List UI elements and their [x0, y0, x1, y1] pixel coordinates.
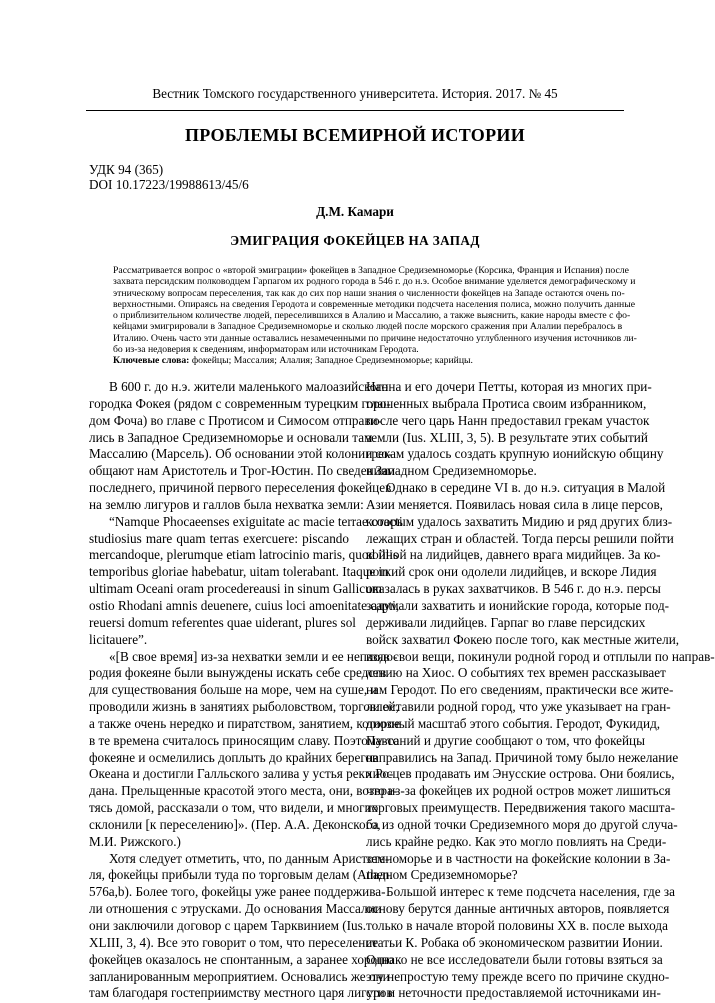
body-column-left	[89, 379, 403, 1002]
keywords	[113, 355, 607, 366]
text-line: падном Средиземноморье?	[366, 867, 518, 883]
text-line: задумали захватить и ионийские города, которые под-	[366, 597, 670, 613]
abstract-line: бо из-за недоверия к сведениям, информаторам или источникам Геродота.	[113, 344, 419, 356]
text-line: temporibus gloriae habebatur, uitam tolerabant. Itaque in	[89, 564, 389, 580]
udc-block	[89, 162, 249, 192]
text-line: фокейцев оказалось не спонтанным, а заранее хорошо	[89, 951, 394, 967]
text-line: лению на Хиос. О событиях тех времен рассказывает	[366, 665, 666, 681]
text-line: Большой интерес к теме подсчета населения, где за	[386, 884, 675, 900]
text-line: последнего, причиной первого переселения фокейцев	[89, 480, 392, 496]
text-line: лись крайне редко. Как это могло повлиять на Среди-	[366, 833, 667, 849]
text-line: земли (Ius. XLIII, 3, 5). В результате этих событий	[366, 429, 648, 445]
text-line: Однако в середине VI в. до н.э. ситуация в Малой	[386, 480, 666, 496]
text-line: сти и неточности предоставляемой источниками ин-	[366, 985, 661, 1001]
text-line: ultimam Oceani oram procedereausi in sinum Gallicum	[89, 581, 382, 597]
text-line: общают нам Аристотель и Трог-Юстин. По сведениям	[89, 463, 396, 479]
text-line: что из-за фокейцев их родной остров может лишиться	[366, 783, 671, 799]
text-line: на землю лигуров и галлов была нехватка земли:	[89, 496, 364, 512]
text-line: там благодаря гостеприимству местного царя лигуров	[89, 985, 393, 1001]
article-title: ЭМИГРАЦИЯ ФОКЕЙЦЕВ НА ЗАПАД	[230, 233, 480, 248]
text-line: фокеяне и осмелились доплыть до крайних берегов	[89, 749, 379, 765]
text-line: лежащих стран и областей. Тогда персы решили пойти	[366, 530, 674, 546]
text-line: В 600 г. до н.э. жители маленького малоазийского	[109, 379, 389, 394]
text-line: взяв свои вещи, покинули родной город и отплыли по направ-	[366, 648, 715, 664]
keywords-label: Ключевые слова:	[113, 355, 190, 367]
text-line: направились на Запад. Причиной тому было нежелание	[366, 749, 679, 765]
text-line: Хотя следует отметить, что, по данным Аристоте-	[109, 850, 390, 866]
text-line: торговых преимуществ. Передвижения такого масшта-	[366, 800, 675, 816]
text-line: для существования больше на море, чем на суше, и	[89, 682, 378, 698]
header-rule	[86, 110, 624, 111]
abstract-line: кейцами эмигрировали в Западное Средиземноморье и сколько людей после морского сражения при Алалии перебралось в	[113, 321, 623, 333]
text-line: держивали лидийцев. Гарпаг во главе персидских	[366, 614, 646, 630]
abstract-line: захвата персидским полководцем Гарпагом их родного города в 546 г. до н.э. Особое внимание уделяется демографическому и	[113, 276, 636, 288]
abstract-line: верхностными. Опираясь на сведения Геродота и современные методики подсчета населения полиса, можно получить данные	[113, 298, 636, 310]
text-line: статьи К. Робака об экономическом развитии Ионии.	[366, 934, 663, 950]
text-line: Азии меняется. Появилась новая сила в лице персов,	[366, 496, 663, 512]
text-line: войной на лидийцев, давнего врага мидийцев. За ко-	[366, 547, 661, 563]
text-line: Массалию (Марсель). Об основании этой колонии со-	[89, 446, 393, 462]
text-line: licitauere”.	[89, 631, 148, 647]
abstract-text	[113, 265, 637, 356]
text-line: основу берутся данные античных авторов, появляется	[366, 901, 670, 917]
text-line: а также очень нередко и пиратством, занятием, которое	[89, 715, 400, 731]
text-line: грекам удалось создать крупную ионийскую общину	[366, 446, 664, 462]
text-line: reuersi domum referentes quae uiderant, plures sol	[89, 614, 356, 630]
text-line: запланированным мероприятием. Основались же они	[89, 968, 390, 984]
text-line: ля, фокейцы прибыли туда по торговым делам (Athen.	[89, 867, 393, 883]
text-line: лись в Западное Средиземноморье и основали там	[89, 429, 373, 445]
text-line: ли оставили родной город, что уже указывает на гран-	[366, 699, 671, 715]
text-line: эту непростую тему прежде всего по причине скудно-	[366, 968, 670, 984]
text-line: ostio Rhodani amnis deuenere, cuius loci amoenitate capti,	[89, 597, 400, 613]
text-line: диозный масштаб этого события. Геродот, Фукидид,	[366, 715, 661, 731]
text-line: родия фокеяне были вынуждены искать себе средств	[89, 665, 387, 681]
author-name: Д.М. Камари	[316, 204, 394, 219]
text-line: Океана и достигли Галльского залива у устья реки Ро-	[89, 766, 394, 782]
doi: DOI 10.17223/19988613/45/6	[89, 177, 249, 192]
abstract-line: о приблизительном количестве людей, переселившихся в Алалию и Массалию, а также выяснить, какие народы вместе с фо-	[113, 310, 631, 322]
text-line: Однако не все исследователи были готовы взяться за	[366, 951, 663, 967]
journal-header: Вестник Томского государственного университета. История. 2017. № 45	[152, 86, 558, 101]
abstract-line: Италию. Очень часто эти данные оставались незамеченными по причине недостаточно углубленного изучения источников ли-	[113, 332, 637, 344]
text-line: которым удалось захватить Мидию и ряд других близ-	[366, 513, 673, 529]
text-line: в Западном Средиземноморье.	[366, 463, 537, 479]
text-line: склонили [к переселению]». (Пер. А.А. Деконского,	[89, 816, 381, 832]
text-line: городка Фокея (рядом с современным турецким горо-	[89, 395, 391, 411]
text-line: 576a,b). Более того, фокейцы уже ранее поддержива-	[89, 884, 386, 900]
text-line: в те времена считалось приносящим славу. Поэтому-то	[89, 732, 400, 748]
text-line: «[В свое время] из-за нехватки земли и ее неплодо-	[109, 648, 398, 664]
text-line: тясь домой, рассказали о том, что видели, и многих	[89, 800, 379, 816]
section-title: ПРОБЛЕМЫ ВСЕМИРНОЙ ИСТОРИИ	[185, 125, 525, 145]
text-line: роткий срок они одолели лидийцев, и вскоре Лидия	[366, 564, 657, 580]
text-line: Нанна и его дочери Петты, которая из многих при-	[366, 379, 652, 394]
text-line: mercandoque, plerumque etiam latrocinio maris, quod illis	[89, 547, 399, 563]
abstract-line: Рассматривается вопрос о «второй эмиграции» фокейцев в Западное Средиземноморье (Корсика, Франция и Испания) после	[113, 265, 629, 276]
text-line: studiosius mare quam terras exercuere: piscando	[89, 530, 349, 546]
udc-code: УДК 94 (365)	[89, 162, 164, 177]
text-line: земноморье и в частности на фокейские колонии в За-	[366, 850, 671, 866]
text-line: хиосцев продавать им Энусские острова. Они боялись,	[366, 766, 675, 782]
keywords-list: фокейцы; Массалия; Алалия; Западное Средиземноморье; карийцы.	[191, 355, 473, 367]
body-column-right	[366, 379, 715, 1002]
text-line: ли отношения с этрусками. До основания Массалии	[89, 901, 382, 917]
text-line: дом Фоча) во главе с Протисом и Симосом отправи-	[89, 412, 383, 428]
text-line: дана. Прельщенные красотой этого места, они, возвра-	[89, 783, 398, 799]
abstract	[113, 265, 637, 367]
text-line: Павсаний и другие сообщают о том, что фокейцы	[366, 732, 645, 748]
text-line: войск захватил Фокею после того, как местные жители,	[366, 631, 680, 647]
text-line: после чего царь Нанн предоставил грекам участок	[366, 412, 650, 428]
text-line: только в начале второй половины XX в. после выхода	[366, 918, 668, 933]
abstract-line: этническому вопросам переселения, так как до сих пор наши знания о численности фокейцев на Западе остаются очень по-	[113, 287, 625, 299]
text-line: они заключили договор с царем Тарквинием (Ius.	[89, 918, 367, 933]
text-line: М.И. Рижского.)	[89, 833, 181, 849]
text-line: оказалась в руках захватчиков. В 546 г. до н.э. персы	[366, 581, 661, 597]
text-line: “Namque Phocaeenses exiguitate ac macie terrae coacti	[109, 513, 403, 529]
text-line: глашенных выбрала Протиса своим избранником,	[366, 395, 647, 411]
text-line: проводили жизнь в занятиях рыболовством, торговлей,	[89, 699, 399, 715]
text-line: XLIII, 3, 4). Все это говорит о том, что переселение	[89, 934, 379, 950]
text-line: ба из одной точки Средиземного моря до другой случа-	[366, 816, 678, 832]
text-line: нам Геродот. По его сведениям, практически все жите-	[366, 682, 674, 698]
